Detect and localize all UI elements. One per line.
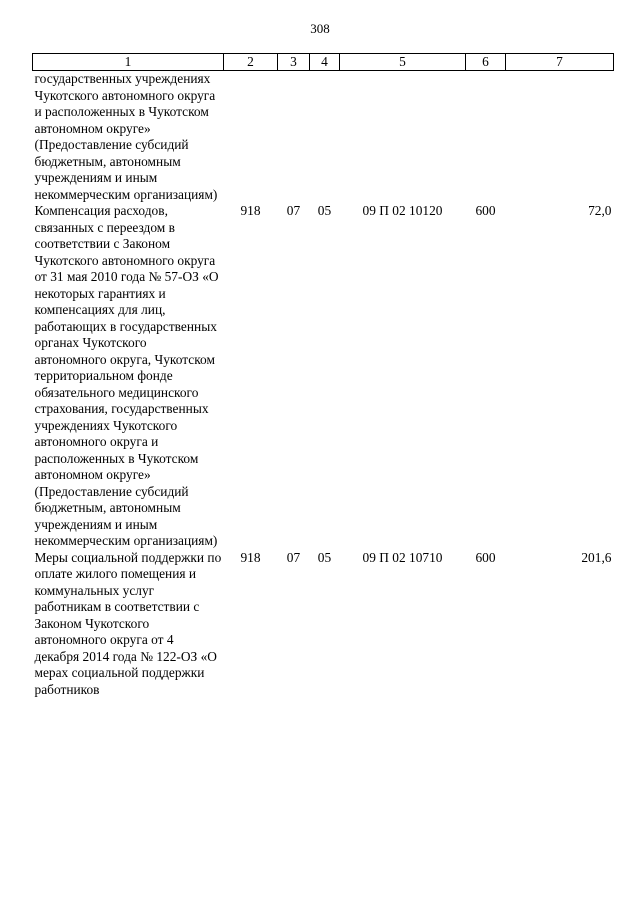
subsection-code-cell: 05 xyxy=(317,549,332,565)
column-header-4: 4 xyxy=(310,54,340,71)
row-name-cell: государственных учреждениях Чукотского автономного округа и расположенных в Чукотском автономном округе» (Предоставление субсидий бюджетным, автономным учреждениям и иным некоммерческим организациям) xyxy=(34,71,218,202)
budget-table xyxy=(32,53,614,698)
sum-cell: 72,0 xyxy=(588,203,612,218)
expense-type-cell xyxy=(466,71,506,204)
table-header-row xyxy=(33,54,614,71)
row-name-cell: Компенсация расходов, связанных с переездом в соответствии с Законом Чукотского автономного округа от 31 мая 2010 года № 57-ОЗ «О некоторых гарантиях и компенсациях для лиц, работающих в государственных органах Чукотского автономного округа, Чукотском территориальном фонде обязательного медицинского страхования, государственных учреждениях Чукотского автономного округа и расположенных в Чукотском автономном округе» (Предоставление субсидий бюджетным, автономным учреждениям и иным некоммерческим организациям) xyxy=(34,203,219,548)
table-row xyxy=(33,550,614,699)
column-header-7: 7 xyxy=(506,54,614,71)
subsection-code-cell: 05 xyxy=(317,203,332,218)
column-header-2: 2 xyxy=(224,54,278,71)
section-code-cell: 07 xyxy=(286,549,301,565)
admin-code-cell: 918 xyxy=(240,549,261,565)
table-row xyxy=(33,203,614,550)
sum-cell xyxy=(506,71,614,204)
expense-type-cell: 600 xyxy=(475,203,496,218)
column-header-3: 3 xyxy=(278,54,310,71)
sum-cell: 201,6 xyxy=(581,549,612,565)
column-header-5: 5 xyxy=(340,54,466,71)
admin-code-cell: 918 xyxy=(240,203,261,218)
target-article-cell xyxy=(340,71,466,204)
column-header-6: 6 xyxy=(466,54,506,71)
expense-type-cell: 600 xyxy=(475,549,496,565)
table-row xyxy=(33,71,614,204)
target-article-cell: 09 П 02 10120 xyxy=(362,203,443,218)
column-header-1: 1 xyxy=(33,54,224,71)
admin-code-cell xyxy=(224,71,278,204)
row-name-cell: Меры социальной поддержки по оплате жилого помещения и коммунальных услуг работникам в соответствии с Законом Чукотского автономного округа от 4 декабря 2014 года № 122-ОЗ «О мерах социальной поддержки работников xyxy=(34,549,222,697)
target-article-cell: 09 П 02 10710 xyxy=(362,549,443,565)
subsection-code-cell xyxy=(310,71,340,204)
page-number: 308 xyxy=(310,21,330,36)
section-code-cell: 07 xyxy=(286,203,301,218)
section-code-cell xyxy=(278,71,310,204)
